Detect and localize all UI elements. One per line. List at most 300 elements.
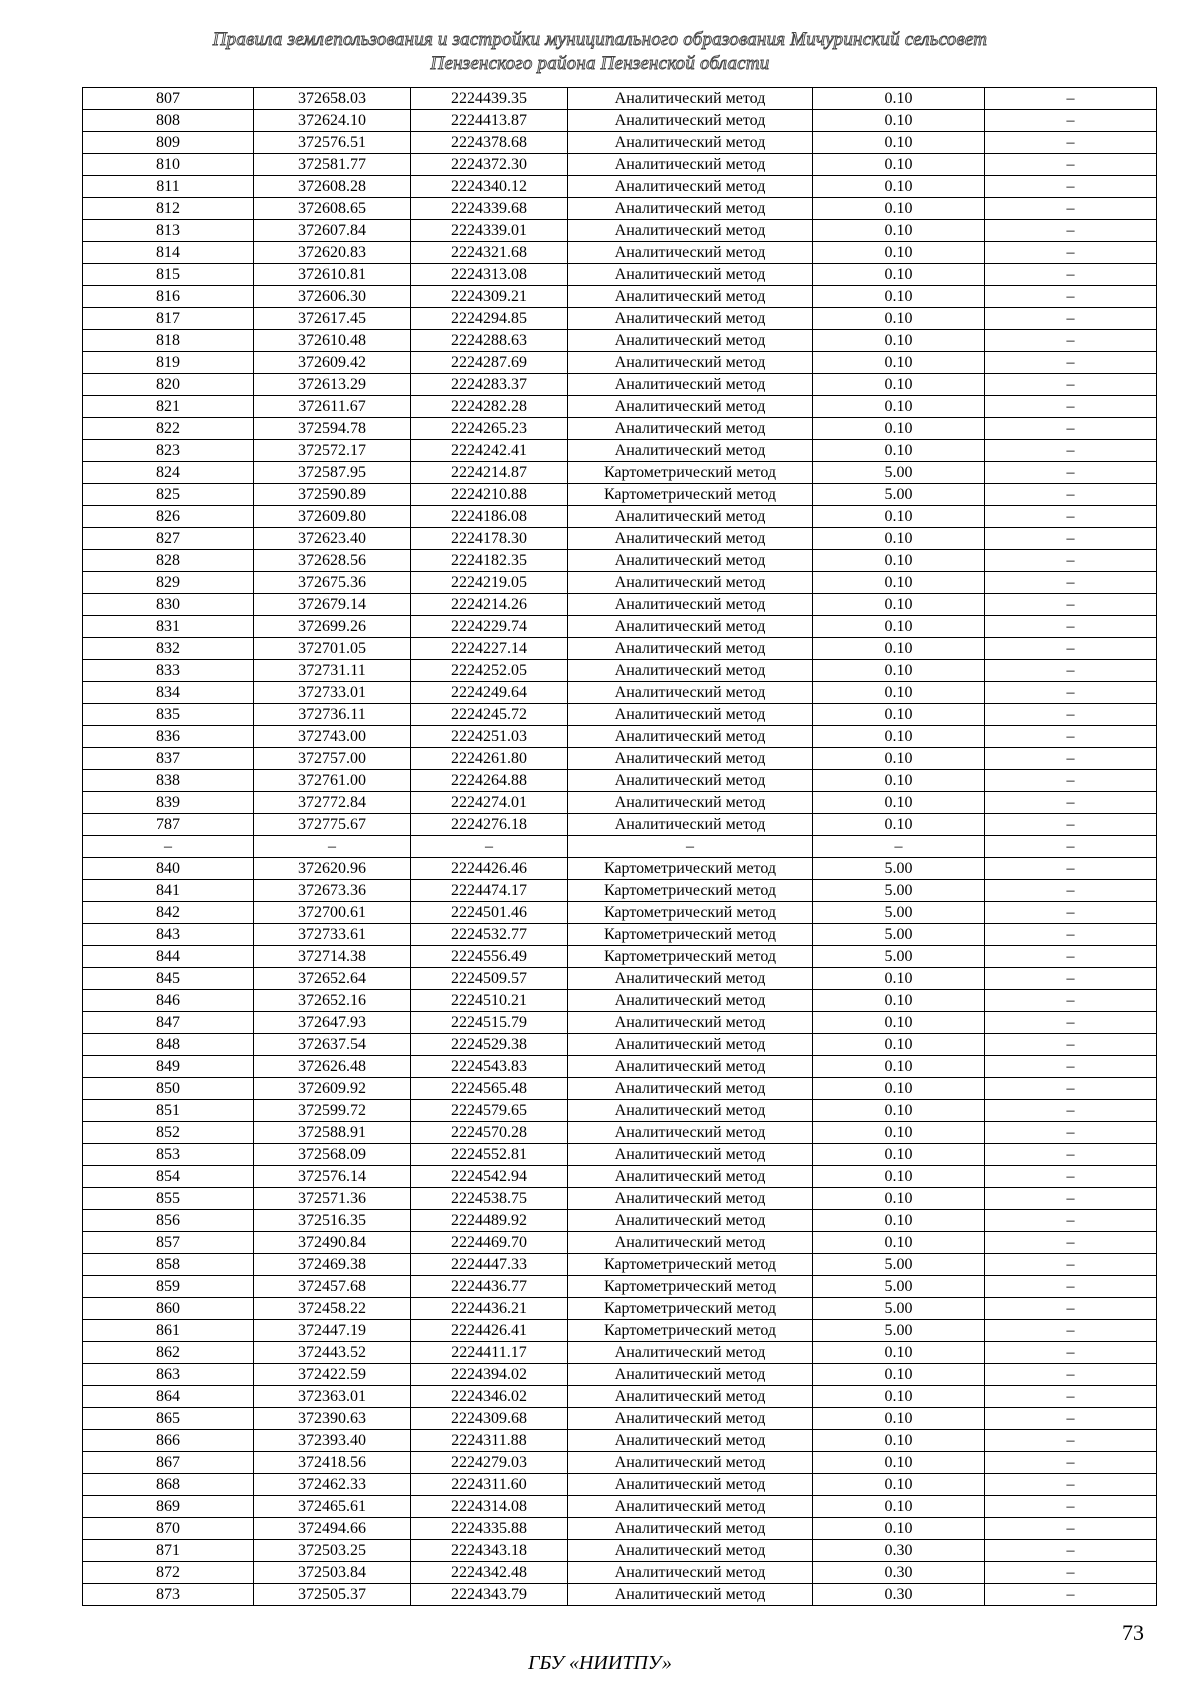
- cell-note: –: [985, 1342, 1157, 1364]
- cell-y-coordinate: 2224251.03: [411, 726, 568, 748]
- table-row: [83, 748, 1157, 770]
- cell-method: Аналитический метод: [568, 330, 813, 352]
- cell-note: –: [985, 88, 1157, 110]
- cell-note: –: [985, 1144, 1157, 1166]
- cell-x-coordinate: 372733.61: [254, 924, 411, 946]
- cell-method: Аналитический метод: [568, 1496, 813, 1518]
- cell-note: –: [985, 682, 1157, 704]
- cell-method: Аналитический метод: [568, 770, 813, 792]
- cell-point-number: 843: [83, 924, 254, 946]
- cell-method: Аналитический метод: [568, 264, 813, 286]
- table-row: [83, 704, 1157, 726]
- table-row: [83, 1364, 1157, 1386]
- cell-note: –: [985, 154, 1157, 176]
- cell-y-coordinate: 2224542.94: [411, 1166, 568, 1188]
- cell-y-coordinate: 2224311.60: [411, 1474, 568, 1496]
- cell-method: Аналитический метод: [568, 286, 813, 308]
- cell-method: Картометрический метод: [568, 1298, 813, 1320]
- cell-x-coordinate: 372590.89: [254, 484, 411, 506]
- table-row: [83, 1144, 1157, 1166]
- cell-method: Аналитический метод: [568, 220, 813, 242]
- cell-method: Аналитический метод: [568, 792, 813, 814]
- cell-point-number: 873: [83, 1584, 254, 1606]
- table-row: [83, 506, 1157, 528]
- cell-point-number: 847: [83, 1012, 254, 1034]
- cell-method: Аналитический метод: [568, 110, 813, 132]
- table-row: [83, 902, 1157, 924]
- cell-x-coordinate: 372620.96: [254, 858, 411, 880]
- cell-x-coordinate: 372624.10: [254, 110, 411, 132]
- cell-note: –: [985, 990, 1157, 1012]
- table-row: [83, 1540, 1157, 1562]
- table-row: [83, 1320, 1157, 1342]
- cell-x-coordinate: 372652.16: [254, 990, 411, 1012]
- cell-note: –: [985, 1254, 1157, 1276]
- cell-y-coordinate: –: [411, 836, 568, 858]
- cell-note: –: [985, 220, 1157, 242]
- header-title-line1: Правила землепользования и застройки муниципального образования Мичуринский сельсовет: [212, 29, 988, 50]
- cell-method: Аналитический метод: [568, 704, 813, 726]
- cell-x-coordinate: 372458.22: [254, 1298, 411, 1320]
- cell-note: –: [985, 1320, 1157, 1342]
- cell-x-coordinate: 372658.03: [254, 88, 411, 110]
- cell-accuracy: 0.10: [813, 1518, 985, 1540]
- cell-method: Аналитический метод: [568, 1584, 813, 1606]
- cell-accuracy: 0.10: [813, 110, 985, 132]
- cell-x-coordinate: 372733.01: [254, 682, 411, 704]
- cell-note: –: [985, 330, 1157, 352]
- cell-method: Аналитический метод: [568, 1562, 813, 1584]
- cell-y-coordinate: 2224570.28: [411, 1122, 568, 1144]
- table-row: [83, 1452, 1157, 1474]
- table-row: [83, 858, 1157, 880]
- cell-x-coordinate: 372572.17: [254, 440, 411, 462]
- cell-method: Аналитический метод: [568, 616, 813, 638]
- cell-accuracy: 0.10: [813, 814, 985, 836]
- table-row: [83, 550, 1157, 572]
- cell-note: –: [985, 242, 1157, 264]
- cell-method: Картометрический метод: [568, 902, 813, 924]
- cell-accuracy: 0.10: [813, 352, 985, 374]
- cell-point-number: 846: [83, 990, 254, 1012]
- cell-method: Аналитический метод: [568, 88, 813, 110]
- cell-note: –: [985, 1386, 1157, 1408]
- cell-point-number: 816: [83, 286, 254, 308]
- cell-point-number: 857: [83, 1232, 254, 1254]
- cell-method: Аналитический метод: [568, 308, 813, 330]
- table-row: [83, 924, 1157, 946]
- cell-point-number: 810: [83, 154, 254, 176]
- cell-point-number: 823: [83, 440, 254, 462]
- cell-method: Аналитический метод: [568, 396, 813, 418]
- cell-note: –: [985, 1078, 1157, 1100]
- cell-accuracy: 0.10: [813, 594, 985, 616]
- cell-note: –: [985, 704, 1157, 726]
- table-row: [83, 814, 1157, 836]
- cell-accuracy: 0.10: [813, 1474, 985, 1496]
- table-row: [83, 220, 1157, 242]
- cell-note: –: [985, 946, 1157, 968]
- cell-x-coordinate: 372608.65: [254, 198, 411, 220]
- cell-accuracy: 0.10: [813, 550, 985, 572]
- cell-y-coordinate: 2224214.87: [411, 462, 568, 484]
- cell-note: –: [985, 880, 1157, 902]
- cell-method: Аналитический метод: [568, 990, 813, 1012]
- cell-point-number: 866: [83, 1430, 254, 1452]
- cell-x-coordinate: 372637.54: [254, 1034, 411, 1056]
- cell-point-number: 822: [83, 418, 254, 440]
- cell-y-coordinate: 2224182.35: [411, 550, 568, 572]
- cell-method: Аналитический метод: [568, 418, 813, 440]
- cell-accuracy: 0.10: [813, 88, 985, 110]
- cell-accuracy: 0.10: [813, 264, 985, 286]
- cell-x-coordinate: 372772.84: [254, 792, 411, 814]
- cell-point-number: 836: [83, 726, 254, 748]
- cell-note: –: [985, 594, 1157, 616]
- cell-method: Аналитический метод: [568, 352, 813, 374]
- cell-note: –: [985, 792, 1157, 814]
- cell-accuracy: 0.10: [813, 1386, 985, 1408]
- cell-x-coordinate: 372457.68: [254, 1276, 411, 1298]
- table-row: [83, 946, 1157, 968]
- cell-point-number: 819: [83, 352, 254, 374]
- cell-y-coordinate: 2224339.01: [411, 220, 568, 242]
- table-row: [83, 726, 1157, 748]
- cell-point-number: 833: [83, 660, 254, 682]
- cell-x-coordinate: 372757.00: [254, 748, 411, 770]
- cell-point-number: 852: [83, 1122, 254, 1144]
- table-row: [83, 1276, 1157, 1298]
- cell-accuracy: 0.10: [813, 286, 985, 308]
- cell-note: –: [985, 396, 1157, 418]
- cell-x-coordinate: 372613.29: [254, 374, 411, 396]
- cell-method: Аналитический метод: [568, 132, 813, 154]
- cell-point-number: 817: [83, 308, 254, 330]
- cell-y-coordinate: 2224378.68: [411, 132, 568, 154]
- cell-y-coordinate: 2224489.92: [411, 1210, 568, 1232]
- table-row: [83, 1584, 1157, 1606]
- cell-y-coordinate: 2224538.75: [411, 1188, 568, 1210]
- cell-y-coordinate: 2224339.68: [411, 198, 568, 220]
- cell-method: Аналитический метод: [568, 1540, 813, 1562]
- table-row: [83, 528, 1157, 550]
- cell-y-coordinate: 2224264.88: [411, 770, 568, 792]
- cell-x-coordinate: 372390.63: [254, 1408, 411, 1430]
- cell-note: –: [985, 1540, 1157, 1562]
- cell-x-coordinate: 372628.56: [254, 550, 411, 572]
- cell-method: Аналитический метод: [568, 726, 813, 748]
- cell-note: –: [985, 550, 1157, 572]
- cell-method: Аналитический метод: [568, 572, 813, 594]
- cell-x-coordinate: 372675.36: [254, 572, 411, 594]
- cell-accuracy: 0.10: [813, 1430, 985, 1452]
- cell-point-number: 813: [83, 220, 254, 242]
- table-row: [83, 1386, 1157, 1408]
- cell-y-coordinate: 2224474.17: [411, 880, 568, 902]
- cell-accuracy: 5.00: [813, 1254, 985, 1276]
- cell-point-number: 812: [83, 198, 254, 220]
- cell-point-number: 864: [83, 1386, 254, 1408]
- cell-accuracy: 0.10: [813, 1166, 985, 1188]
- cell-y-coordinate: 2224214.26: [411, 594, 568, 616]
- cell-y-coordinate: 2224265.23: [411, 418, 568, 440]
- cell-accuracy: 0.30: [813, 1540, 985, 1562]
- cell-x-coordinate: 372599.72: [254, 1100, 411, 1122]
- cell-note: –: [985, 836, 1157, 858]
- table-row: [83, 242, 1157, 264]
- cell-point-number: 838: [83, 770, 254, 792]
- cell-y-coordinate: 2224501.46: [411, 902, 568, 924]
- cell-point-number: 851: [83, 1100, 254, 1122]
- cell-accuracy: 5.00: [813, 924, 985, 946]
- table-row: [83, 1562, 1157, 1584]
- cell-accuracy: 0.10: [813, 242, 985, 264]
- table-row: [83, 1100, 1157, 1122]
- cell-note: –: [985, 418, 1157, 440]
- cell-y-coordinate: 2224276.18: [411, 814, 568, 836]
- cell-method: Аналитический метод: [568, 594, 813, 616]
- cell-note: –: [985, 1518, 1157, 1540]
- cell-accuracy: 0.10: [813, 198, 985, 220]
- cell-y-coordinate: 2224178.30: [411, 528, 568, 550]
- cell-y-coordinate: 2224509.57: [411, 968, 568, 990]
- cell-y-coordinate: 2224543.83: [411, 1056, 568, 1078]
- cell-accuracy: 0.10: [813, 418, 985, 440]
- cell-x-coordinate: 372606.30: [254, 286, 411, 308]
- cell-x-coordinate: –: [254, 836, 411, 858]
- cell-y-coordinate: 2224309.21: [411, 286, 568, 308]
- cell-accuracy: 0.30: [813, 1562, 985, 1584]
- cell-x-coordinate: 372462.33: [254, 1474, 411, 1496]
- cell-note: –: [985, 110, 1157, 132]
- cell-accuracy: 0.10: [813, 1122, 985, 1144]
- cell-note: –: [985, 902, 1157, 924]
- cell-method: Аналитический метод: [568, 528, 813, 550]
- cell-y-coordinate: 2224342.48: [411, 1562, 568, 1584]
- cell-accuracy: 0.10: [813, 1034, 985, 1056]
- cell-accuracy: 0.10: [813, 1188, 985, 1210]
- cell-method: Аналитический метод: [568, 550, 813, 572]
- coordinates-table: [82, 87, 1157, 1606]
- cell-point-number: 831: [83, 616, 254, 638]
- cell-method: Картометрический метод: [568, 484, 813, 506]
- cell-y-coordinate: 2224394.02: [411, 1364, 568, 1386]
- cell-method: Картометрический метод: [568, 880, 813, 902]
- cell-method: Аналитический метод: [568, 176, 813, 198]
- cell-x-coordinate: 372743.00: [254, 726, 411, 748]
- cell-note: –: [985, 1100, 1157, 1122]
- cell-note: –: [985, 1496, 1157, 1518]
- table-row: [83, 484, 1157, 506]
- cell-y-coordinate: 2224282.28: [411, 396, 568, 418]
- cell-accuracy: 0.10: [813, 220, 985, 242]
- cell-point-number: 841: [83, 880, 254, 902]
- cell-accuracy: 5.00: [813, 484, 985, 506]
- cell-point-number: 824: [83, 462, 254, 484]
- cell-method: Картометрический метод: [568, 462, 813, 484]
- cell-x-coordinate: 372571.36: [254, 1188, 411, 1210]
- table-row: [83, 1496, 1157, 1518]
- cell-x-coordinate: 372610.48: [254, 330, 411, 352]
- cell-x-coordinate: 372679.14: [254, 594, 411, 616]
- cell-accuracy: 0.10: [813, 1452, 985, 1474]
- cell-method: Аналитический метод: [568, 1188, 813, 1210]
- cell-x-coordinate: 372652.64: [254, 968, 411, 990]
- cell-x-coordinate: 372608.28: [254, 176, 411, 198]
- cell-point-number: 845: [83, 968, 254, 990]
- cell-point-number: 821: [83, 396, 254, 418]
- cell-accuracy: 5.00: [813, 858, 985, 880]
- cell-point-number: 787: [83, 814, 254, 836]
- cell-y-coordinate: 2224229.74: [411, 616, 568, 638]
- cell-note: –: [985, 1210, 1157, 1232]
- cell-accuracy: 0.10: [813, 770, 985, 792]
- cell-point-number: 842: [83, 902, 254, 924]
- cell-point-number: 814: [83, 242, 254, 264]
- cell-method: Аналитический метод: [568, 638, 813, 660]
- cell-x-coordinate: 372610.81: [254, 264, 411, 286]
- cell-point-number: 854: [83, 1166, 254, 1188]
- cell-method: Аналитический метод: [568, 1056, 813, 1078]
- cell-note: –: [985, 1584, 1157, 1606]
- cell-note: –: [985, 748, 1157, 770]
- cell-y-coordinate: 2224279.03: [411, 1452, 568, 1474]
- cell-y-coordinate: 2224294.85: [411, 308, 568, 330]
- cell-method: Картометрический метод: [568, 1254, 813, 1276]
- table-row: [83, 264, 1157, 286]
- table-row: [83, 132, 1157, 154]
- cell-note: –: [985, 198, 1157, 220]
- cell-x-coordinate: 372447.19: [254, 1320, 411, 1342]
- cell-point-number: 848: [83, 1034, 254, 1056]
- cell-x-coordinate: 372623.40: [254, 528, 411, 550]
- cell-accuracy: 0.10: [813, 132, 985, 154]
- cell-note: –: [985, 1232, 1157, 1254]
- cell-method: Аналитический метод: [568, 154, 813, 176]
- cell-note: –: [985, 1474, 1157, 1496]
- table-row: [83, 198, 1157, 220]
- cell-y-coordinate: 2224436.21: [411, 1298, 568, 1320]
- cell-x-coordinate: 372587.95: [254, 462, 411, 484]
- cell-x-coordinate: 372363.01: [254, 1386, 411, 1408]
- cell-y-coordinate: 2224335.88: [411, 1518, 568, 1540]
- cell-method: Аналитический метод: [568, 1166, 813, 1188]
- cell-y-coordinate: 2224321.68: [411, 242, 568, 264]
- table-row: [83, 286, 1157, 308]
- cell-y-coordinate: 2224288.63: [411, 330, 568, 352]
- cell-note: –: [985, 924, 1157, 946]
- cell-point-number: 853: [83, 1144, 254, 1166]
- cell-method: Аналитический метод: [568, 1408, 813, 1430]
- cell-point-number: 862: [83, 1342, 254, 1364]
- cell-accuracy: 0.10: [813, 154, 985, 176]
- cell-y-coordinate: 2224274.01: [411, 792, 568, 814]
- cell-y-coordinate: 2224242.41: [411, 440, 568, 462]
- cell-x-coordinate: 372494.66: [254, 1518, 411, 1540]
- cell-x-coordinate: 372576.51: [254, 132, 411, 154]
- cell-x-coordinate: 372607.84: [254, 220, 411, 242]
- cell-x-coordinate: 372576.14: [254, 1166, 411, 1188]
- cell-method: Аналитический метод: [568, 660, 813, 682]
- cell-note: –: [985, 1012, 1157, 1034]
- cell-note: –: [985, 968, 1157, 990]
- cell-y-coordinate: 2224283.37: [411, 374, 568, 396]
- cell-point-number: 820: [83, 374, 254, 396]
- cell-note: –: [985, 308, 1157, 330]
- cell-method: Аналитический метод: [568, 968, 813, 990]
- cell-method: Картометрический метод: [568, 858, 813, 880]
- cell-x-coordinate: 372393.40: [254, 1430, 411, 1452]
- table-row: [83, 1034, 1157, 1056]
- cell-note: –: [985, 1166, 1157, 1188]
- cell-y-coordinate: 2224311.88: [411, 1430, 568, 1452]
- cell-note: –: [985, 352, 1157, 374]
- header-title-line2: Пензенского района Пензенской области: [430, 53, 770, 74]
- cell-method: Картометрический метод: [568, 946, 813, 968]
- cell-accuracy: 5.00: [813, 1320, 985, 1342]
- cell-y-coordinate: 2224426.46: [411, 858, 568, 880]
- cell-note: –: [985, 726, 1157, 748]
- table-row: [83, 1408, 1157, 1430]
- cell-point-number: 860: [83, 1298, 254, 1320]
- cell-x-coordinate: 372609.92: [254, 1078, 411, 1100]
- table-row: [83, 660, 1157, 682]
- cell-y-coordinate: 2224552.81: [411, 1144, 568, 1166]
- cell-accuracy: –: [813, 836, 985, 858]
- cell-point-number: 867: [83, 1452, 254, 1474]
- cell-accuracy: 0.30: [813, 1584, 985, 1606]
- cell-x-coordinate: 372490.84: [254, 1232, 411, 1254]
- cell-point-number: 868: [83, 1474, 254, 1496]
- table-row: [83, 1122, 1157, 1144]
- cell-x-coordinate: 372617.45: [254, 308, 411, 330]
- cell-method: Аналитический метод: [568, 374, 813, 396]
- cell-y-coordinate: 2224529.38: [411, 1034, 568, 1056]
- cell-point-number: 869: [83, 1496, 254, 1518]
- cell-note: –: [985, 1276, 1157, 1298]
- cell-note: –: [985, 286, 1157, 308]
- cell-method: Аналитический метод: [568, 748, 813, 770]
- cell-x-coordinate: 372609.42: [254, 352, 411, 374]
- cell-accuracy: 0.10: [813, 1144, 985, 1166]
- cell-point-number: –: [83, 836, 254, 858]
- cell-note: –: [985, 638, 1157, 660]
- cell-method: Аналитический метод: [568, 198, 813, 220]
- cell-y-coordinate: 2224210.88: [411, 484, 568, 506]
- cell-point-number: 811: [83, 176, 254, 198]
- cell-method: Аналитический метод: [568, 1232, 813, 1254]
- cell-method: Аналитический метод: [568, 1100, 813, 1122]
- table-row: [83, 880, 1157, 902]
- cell-y-coordinate: 2224411.17: [411, 1342, 568, 1364]
- cell-y-coordinate: 2224313.08: [411, 264, 568, 286]
- cell-point-number: 818: [83, 330, 254, 352]
- cell-point-number: 861: [83, 1320, 254, 1342]
- table-row: [83, 110, 1157, 132]
- cell-accuracy: 0.10: [813, 682, 985, 704]
- table-row: [83, 1342, 1157, 1364]
- cell-method: Аналитический метод: [568, 440, 813, 462]
- table-row: [83, 1254, 1157, 1276]
- cell-accuracy: 0.10: [813, 572, 985, 594]
- cell-x-coordinate: 372422.59: [254, 1364, 411, 1386]
- table-row: [83, 1430, 1157, 1452]
- cell-accuracy: 0.10: [813, 374, 985, 396]
- cell-y-coordinate: 2224439.35: [411, 88, 568, 110]
- cell-y-coordinate: 2224245.72: [411, 704, 568, 726]
- cell-y-coordinate: 2224261.80: [411, 748, 568, 770]
- table-row: [83, 1012, 1157, 1034]
